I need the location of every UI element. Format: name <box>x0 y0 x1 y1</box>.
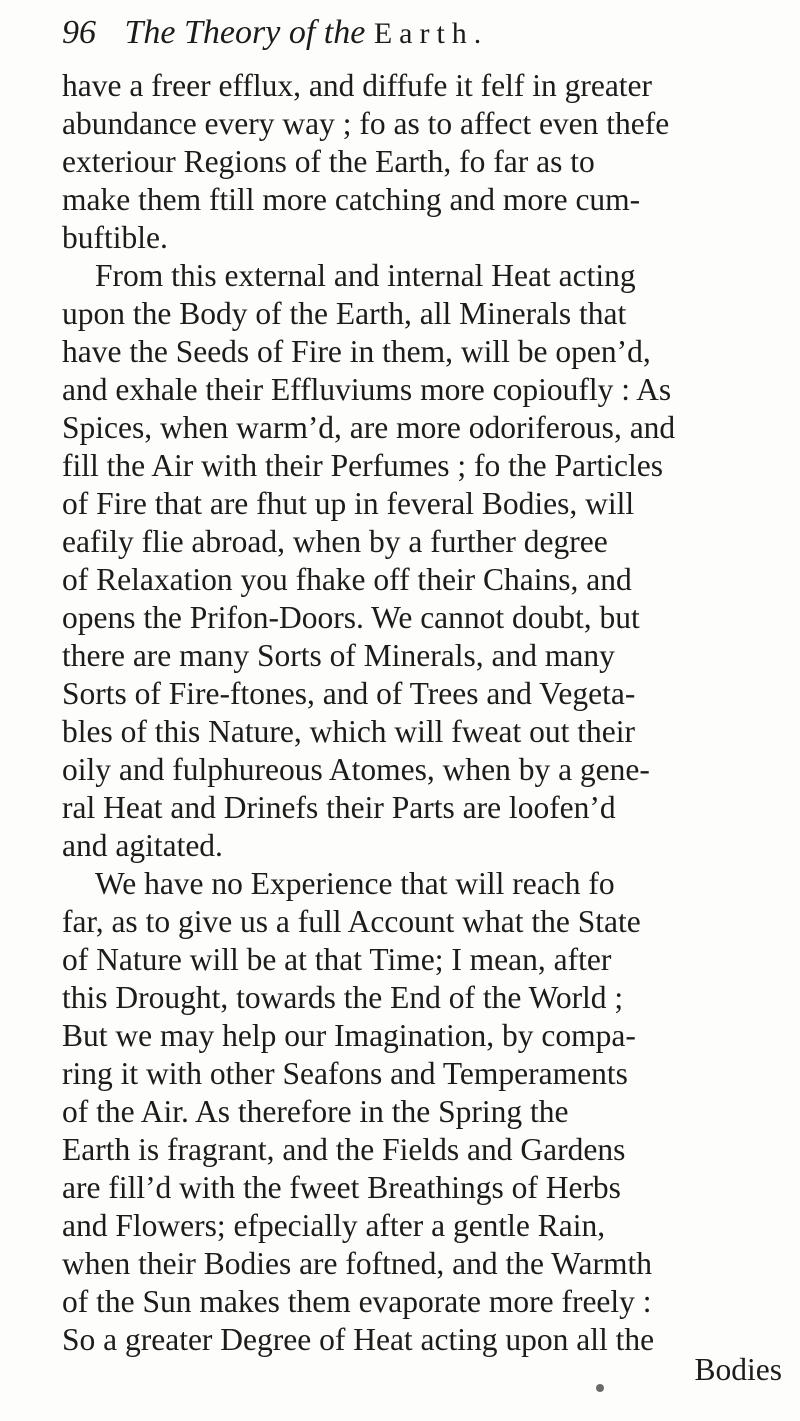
text-line: Spices, when warm’d, are more odoriferous, and <box>62 410 676 445</box>
text-line: upon the Body of the Earth, all Minerals that <box>62 296 627 331</box>
text-line: and agitated. <box>62 828 223 863</box>
page-number: 96 <box>62 14 96 51</box>
text-line: But we may help our Imagination, by compa- <box>62 1018 636 1053</box>
text-line: make them ftill more catching and more cum- <box>62 182 641 217</box>
text-line: this Drought, towards the End of the World ; <box>62 980 624 1015</box>
text-line: of the Air. As therefore in the Spring the <box>62 1094 569 1129</box>
running-title-caps: Earth. <box>373 17 489 50</box>
catchword: Bodies <box>694 1352 782 1387</box>
text-line: are fill’d with the fweet Breathings of Herbs <box>62 1170 621 1205</box>
text-line: have the Seeds of Fire in them, will be open’d, <box>62 334 651 369</box>
text-line: Sorts of Fire-ftones, and of Trees and Vegeta- <box>62 676 636 711</box>
text-line: far, as to give us a full Account what the State <box>62 904 641 939</box>
paragraph-start-line: We have no Experience that will reach fo <box>95 866 615 901</box>
text-line: when their Bodies are foftned, and the Warmth <box>62 1246 652 1281</box>
text-line: opens the Prifon-Doors. We cannot doubt, but <box>62 600 640 635</box>
text-line: there are many Sorts of Minerals, and many <box>62 638 615 673</box>
running-head <box>62 10 782 56</box>
text-line: buftible. <box>62 220 168 255</box>
text-line: have a freer efflux, and diffufe it felf in greater <box>62 68 653 103</box>
text-line: of Fire that are fhut up in feveral Bodies, will <box>62 486 635 521</box>
text-line: abundance every way ; fo as to affect even thefe <box>62 106 670 141</box>
text-line: exteriour Regions of the Earth, fo far as to <box>62 144 595 179</box>
paragraph-start-line: From this external and internal Heat acting <box>95 258 636 293</box>
running-title: The Theory of the <box>124 14 366 51</box>
text-line: eafily flie abroad, when by a further degree <box>62 524 608 559</box>
ink-spot <box>596 1384 604 1392</box>
text-line: and Flowers; efpecially after a gentle Rain, <box>62 1208 606 1243</box>
text-line: ral Heat and Drinefs their Parts are loofen’d <box>62 790 616 825</box>
text-line: ring it with other Seafons and Temperaments <box>62 1056 628 1091</box>
text-line: So a greater Degree of Heat acting upon all the <box>62 1322 655 1357</box>
text-line: bles of this Nature, which will fweat out their <box>62 714 635 749</box>
text-line: and exhale their Effluviums more copioufly : As <box>62 372 672 407</box>
text-line: Earth is fragrant, and the Fields and Gardens <box>62 1132 626 1167</box>
text-line: of Relaxation you fhake off their Chains, and <box>62 562 632 597</box>
text-line: oily and fulphureous Atomes, when by a gene- <box>62 752 650 787</box>
text-line: of the Sun makes them evaporate more freely : <box>62 1284 652 1319</box>
text-line: of Nature will be at that Time; I mean, after <box>62 942 612 977</box>
text-line: fill the Air with their Perfumes ; fo the Particles <box>62 448 663 483</box>
